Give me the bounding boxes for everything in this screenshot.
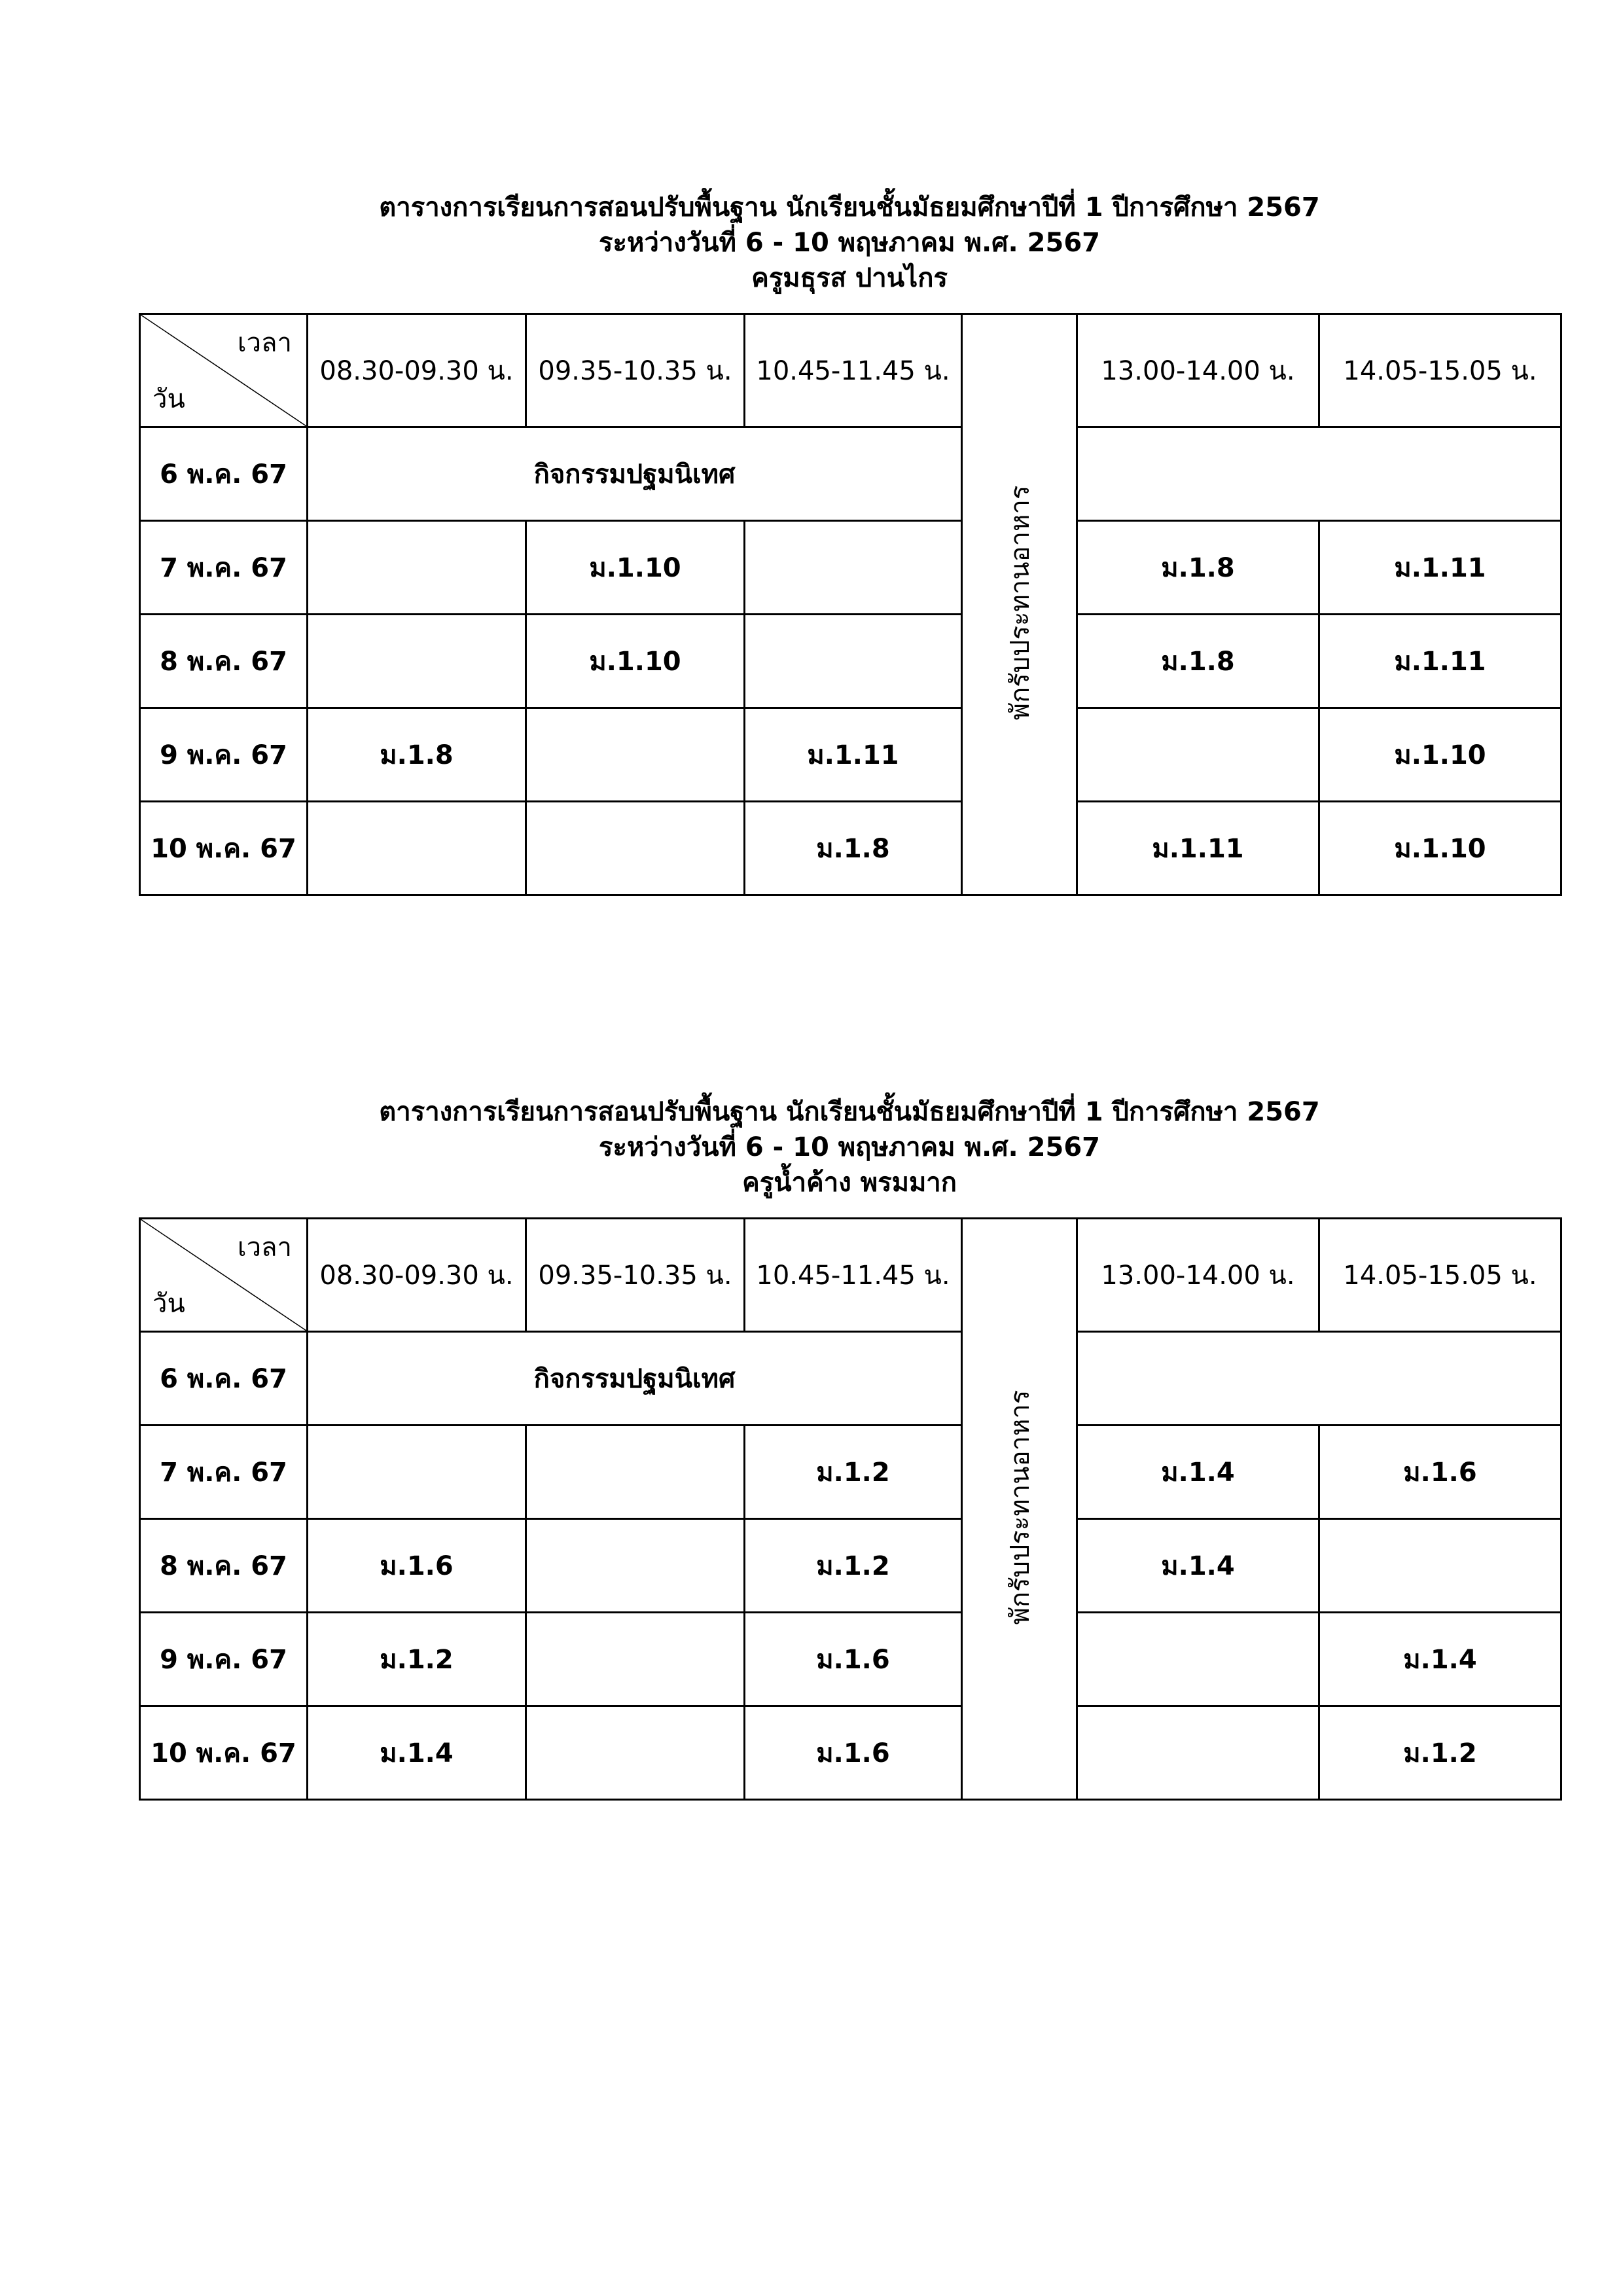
table-row bbox=[140, 708, 1561, 802]
class-cell: ม.1.6 bbox=[1319, 1426, 1561, 1519]
class-cell: ม.1.10 bbox=[1319, 802, 1561, 895]
corner-day-label: วัน bbox=[152, 1289, 185, 1319]
class-cell bbox=[526, 1613, 745, 1706]
day-cell: 9 พ.ค. 67 bbox=[140, 1613, 308, 1706]
lunch-break-cell bbox=[962, 314, 1077, 895]
day-cell: 8 พ.ค. 67 bbox=[140, 1519, 308, 1613]
day-cell: 6 พ.ค. 67 bbox=[140, 427, 308, 521]
class-cell: ม.1.4 bbox=[1077, 1426, 1319, 1519]
schedule-table bbox=[139, 313, 1562, 896]
schedule-block-2 bbox=[139, 1094, 1560, 1801]
class-cell: ม.1.4 bbox=[1077, 1519, 1319, 1613]
class-cell bbox=[1077, 1706, 1319, 1800]
day-cell: 8 พ.ค. 67 bbox=[140, 615, 308, 708]
class-cell: ม.1.4 bbox=[308, 1706, 526, 1800]
class-cell: ม.1.6 bbox=[745, 1706, 962, 1800]
time-header: 10.45-11.45 น. bbox=[745, 1219, 962, 1332]
class-cell: ม.1.10 bbox=[526, 615, 745, 708]
class-cell bbox=[526, 708, 745, 802]
day-cell: 7 พ.ค. 67 bbox=[140, 1426, 308, 1519]
header-row bbox=[140, 314, 1561, 427]
class-cell bbox=[1077, 1613, 1319, 1706]
table-row bbox=[140, 1426, 1561, 1519]
class-cell: ม.1.4 bbox=[1319, 1613, 1561, 1706]
class-cell: ม.1.6 bbox=[745, 1613, 962, 1706]
class-cell: ม.1.2 bbox=[745, 1426, 962, 1519]
class-cell: ม.1.2 bbox=[308, 1613, 526, 1706]
orientation-activity-cell: กิจกรรมปฐมนิเทศ bbox=[308, 1332, 962, 1426]
class-cell: ม.1.11 bbox=[1319, 521, 1561, 615]
empty-afternoon-cell bbox=[1077, 427, 1561, 521]
teacher-name: ครูน้ำค้าง พรมมาก bbox=[742, 1168, 957, 1198]
class-cell bbox=[308, 615, 526, 708]
class-cell: ม.1.8 bbox=[745, 802, 962, 895]
class-cell: ม.1.11 bbox=[1077, 802, 1319, 895]
header-row bbox=[140, 1219, 1561, 1332]
class-cell bbox=[526, 1519, 745, 1613]
corner-header-cell bbox=[140, 1219, 308, 1332]
class-cell: ม.1.8 bbox=[308, 708, 526, 802]
day-cell: 7 พ.ค. 67 bbox=[140, 521, 308, 615]
class-cell: ม.1.10 bbox=[1319, 708, 1561, 802]
table-row bbox=[140, 1332, 1561, 1426]
class-cell bbox=[745, 521, 962, 615]
class-cell: ม.1.10 bbox=[526, 521, 745, 615]
table-row bbox=[140, 427, 1561, 521]
class-cell bbox=[526, 802, 745, 895]
class-cell bbox=[1077, 708, 1319, 802]
day-cell: 9 พ.ค. 67 bbox=[140, 708, 308, 802]
day-cell: 10 พ.ค. 67 bbox=[140, 802, 308, 895]
lunch-break-label: พักรับประทานอาหาร bbox=[1005, 485, 1035, 721]
table-row bbox=[140, 1519, 1561, 1613]
class-cell: ม.1.8 bbox=[1077, 521, 1319, 615]
schedule-block-1 bbox=[139, 190, 1560, 896]
day-cell: 6 พ.ค. 67 bbox=[140, 1332, 308, 1426]
class-cell bbox=[526, 1426, 745, 1519]
class-cell bbox=[308, 521, 526, 615]
schedule-title: ตารางการเรียนการสอนปรับพื้นฐาน นักเรียนชั้นมัธยมศึกษาปีที่ 1 ปีการศึกษา 2567 bbox=[379, 192, 1320, 223]
class-cell bbox=[526, 1706, 745, 1800]
time-header: 13.00-14.00 น. bbox=[1077, 314, 1319, 427]
class-cell bbox=[1319, 1519, 1561, 1613]
time-header: 10.45-11.45 น. bbox=[745, 314, 962, 427]
corner-time-label: เวลา bbox=[237, 328, 292, 358]
schedule-dates: ระหว่างวันที่ 6 - 10 พฤษภาคม พ.ศ. 2567 bbox=[599, 1132, 1100, 1162]
empty-afternoon-cell bbox=[1077, 1332, 1561, 1426]
class-cell bbox=[308, 802, 526, 895]
corner-header-cell bbox=[140, 314, 308, 427]
lunch-break-cell bbox=[962, 1219, 1077, 1800]
time-header: 08.30-09.30 น. bbox=[308, 314, 526, 427]
day-cell: 10 พ.ค. 67 bbox=[140, 1706, 308, 1800]
table-row bbox=[140, 1613, 1561, 1706]
schedule-title: ตารางการเรียนการสอนปรับพื้นฐาน นักเรียนชั้นมัธยมศึกษาปีที่ 1 ปีการศึกษา 2567 bbox=[379, 1097, 1320, 1127]
corner-day-label: วัน bbox=[152, 384, 185, 414]
time-header: 09.35-10.35 น. bbox=[526, 1219, 745, 1332]
class-cell: ม.1.6 bbox=[308, 1519, 526, 1613]
schedule-table bbox=[139, 1217, 1562, 1801]
table-row bbox=[140, 802, 1561, 895]
class-cell: ม.1.2 bbox=[1319, 1706, 1561, 1800]
class-cell: ม.1.8 bbox=[1077, 615, 1319, 708]
class-cell bbox=[308, 1426, 526, 1519]
orientation-activity-cell: กิจกรรมปฐมนิเทศ bbox=[308, 427, 962, 521]
class-cell: ม.1.2 bbox=[745, 1519, 962, 1613]
lunch-break-label: พักรับประทานอาหาร bbox=[1005, 1390, 1035, 1625]
schedule-dates: ระหว่างวันที่ 6 - 10 พฤษภาคม พ.ศ. 2567 bbox=[599, 228, 1100, 258]
class-cell bbox=[745, 615, 962, 708]
class-cell: ม.1.11 bbox=[745, 708, 962, 802]
table-row bbox=[140, 615, 1561, 708]
time-header: 14.05-15.05 น. bbox=[1319, 1219, 1561, 1332]
time-header: 08.30-09.30 น. bbox=[308, 1219, 526, 1332]
teacher-name: ครูมธุรส ปานไกร bbox=[751, 263, 948, 293]
class-cell: ม.1.11 bbox=[1319, 615, 1561, 708]
time-header: 13.00-14.00 น. bbox=[1077, 1219, 1319, 1332]
table-row bbox=[140, 1706, 1561, 1800]
corner-time-label: เวลา bbox=[237, 1232, 292, 1263]
time-header: 09.35-10.35 น. bbox=[526, 314, 745, 427]
table-row bbox=[140, 521, 1561, 615]
time-header: 14.05-15.05 น. bbox=[1319, 314, 1561, 427]
